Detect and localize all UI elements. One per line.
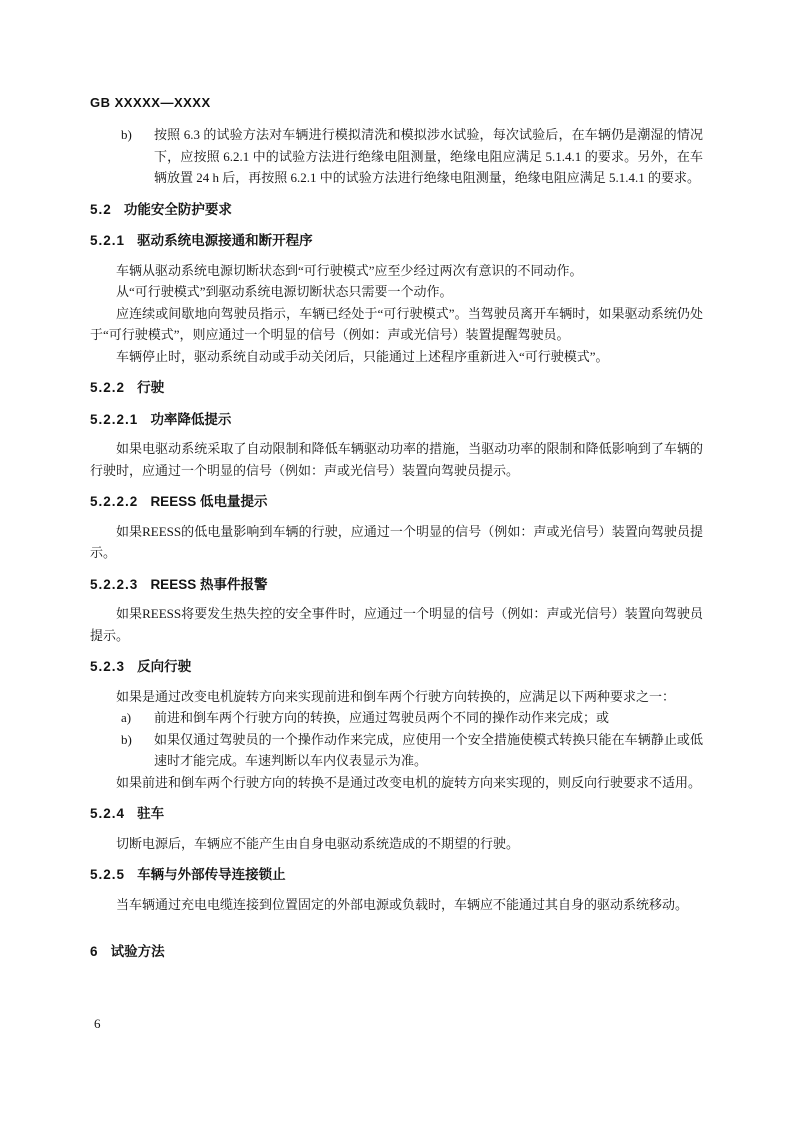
section-number: 5.2.1 bbox=[90, 233, 126, 248]
section-heading-5-2-2-2 bbox=[90, 491, 703, 513]
section-title: 车辆与外部传导连接锁止 bbox=[137, 867, 286, 882]
list-item-a-text: 前进和倒车两个行驶方向的转换，应通过驾驶员两个不同的操作动作来完成；或 bbox=[154, 710, 610, 725]
document-body bbox=[90, 124, 703, 971]
paragraph: 如果前进和倒车两个行驶方向的转换不是通过改变电机的旋转方向来实现的，则反向行驶要求不适用。 bbox=[116, 774, 702, 790]
section-number: 5.2 bbox=[90, 201, 112, 217]
list-item-a-direction bbox=[90, 707, 703, 729]
section-number: 5.2.4 bbox=[90, 806, 126, 821]
page-number: 6 bbox=[94, 1016, 101, 1031]
section-heading-5-2-2-1 bbox=[90, 409, 703, 431]
section-heading-5-2 bbox=[90, 199, 703, 221]
section-title: 功能安全防护要求 bbox=[123, 201, 232, 217]
paragraph: 应连续或间歇地向驾驶员指示，车辆已经处于“可行驶模式”。当驾驶员离开车辆时，如果驱动系统仍处于“可行驶模式”，则应通过一个明显的信号（例如：声或光信号）装置提醒驾驶员。 bbox=[90, 305, 703, 342]
list-item-b-text: 按照 6.3 的试验方法对车辆进行模拟清洗和模拟涉水试验，每次试验后，在车辆仍是潮湿的情况下，应按照 6.2.1 中的试验方法进行绝缘电阻测量，绝缘电阻应满足 5.1.4.1 的要求。另外，在车辆放置 24 h 后，再按照 6.2.1 中的试验方法进行绝缘电阻测量，绝缘电阻应满足 5.1.4.1 的要求。 bbox=[154, 127, 703, 185]
section-number: 5.2.5 bbox=[90, 867, 126, 882]
section-title: REESS 热事件报警 bbox=[150, 576, 268, 592]
paragraph: 车辆从驱动系统电源切断状态到“可行驶模式”应至少经过两次有意识的不同动作。 bbox=[116, 262, 583, 278]
paragraph: 如果电驱动系统采取了自动限制和降低车辆驱动功率的措施，当驱动功率的限制和降低影响到了车辆的行驶时，应通过一个明显的信号（例如：声或光信号）装置向驾驶员提示。 bbox=[90, 441, 703, 478]
paragraph: 如果REESS将要发生热失控的安全事件时，应通过一个明显的信号（例如：声或光信号）装置向驾驶员提示。 bbox=[90, 606, 703, 643]
list-item-b-insulation bbox=[90, 124, 703, 189]
section-heading-5-2-4 bbox=[90, 803, 703, 825]
list-item-b-label: b) bbox=[121, 731, 132, 747]
list-item-b-text: 如果仅通过驾驶员的一个操作动作来完成，应使用一个安全措施使模式转换只能在车辆静止或低速时才能完成。车速判断以车内仪表显示为准。 bbox=[154, 731, 703, 768]
section-title: 功率降低提示 bbox=[150, 411, 232, 427]
section-title: 驻车 bbox=[137, 806, 165, 821]
section-title: 驱动系统电源接通和断开程序 bbox=[137, 233, 313, 248]
section-heading-5-2-2 bbox=[90, 377, 703, 399]
section-number: 5.2.2.2 bbox=[90, 494, 139, 509]
section-title: 反向行驶 bbox=[137, 659, 192, 674]
paragraph: 从“可行驶模式”到驱动系统电源切断状态只需要一个动作。 bbox=[116, 284, 453, 299]
section-title: REESS 低电量提示 bbox=[150, 494, 268, 509]
section-heading-5-2-3 bbox=[90, 656, 703, 678]
paragraph: 当车辆通过充电电缆连接到位置固定的外部电源或负载时，车辆应不能通过其自身的驱动系统移动。 bbox=[116, 896, 689, 912]
document-code-header: GB XXXXX—XXXX bbox=[90, 95, 211, 110]
section-number: 5.2.2.3 bbox=[90, 576, 139, 592]
section-heading-6 bbox=[90, 941, 703, 963]
section-number: 5.2.2 bbox=[90, 380, 126, 395]
section-heading-5-2-5 bbox=[90, 864, 703, 886]
list-item-a-label: a) bbox=[121, 710, 132, 725]
section-heading-5-2-2-3 bbox=[90, 574, 703, 596]
list-item-b-label: b) bbox=[121, 127, 132, 142]
section-heading-5-2-1 bbox=[90, 230, 703, 252]
section-number: 5.2.3 bbox=[90, 659, 126, 674]
section-number: 5.2.2.1 bbox=[90, 411, 139, 427]
list-item-b-direction bbox=[90, 729, 703, 772]
paragraph: 切断电源后，车辆应不能产生由自身电驱动系统造成的不期望的行驶。 bbox=[116, 835, 520, 851]
section-title: 行驶 bbox=[137, 380, 165, 395]
section-title: 试验方法 bbox=[110, 944, 165, 959]
paragraph: 如果是通过改变电机旋转方向来实现前进和倒车两个行驶方向转换的，应满足以下两种要求之一： bbox=[116, 688, 676, 704]
paragraph: 如果REESS的低电量影响到车辆的行驶，应通过一个明显的信号（例如：声或光信号）装置向驾驶员提示。 bbox=[90, 523, 703, 560]
paragraph: 车辆停止时，驱动系统自动或手动关闭后，只能通过上述程序重新进入“可行驶模式”。 bbox=[116, 348, 609, 364]
section-number: 6 bbox=[90, 944, 99, 959]
